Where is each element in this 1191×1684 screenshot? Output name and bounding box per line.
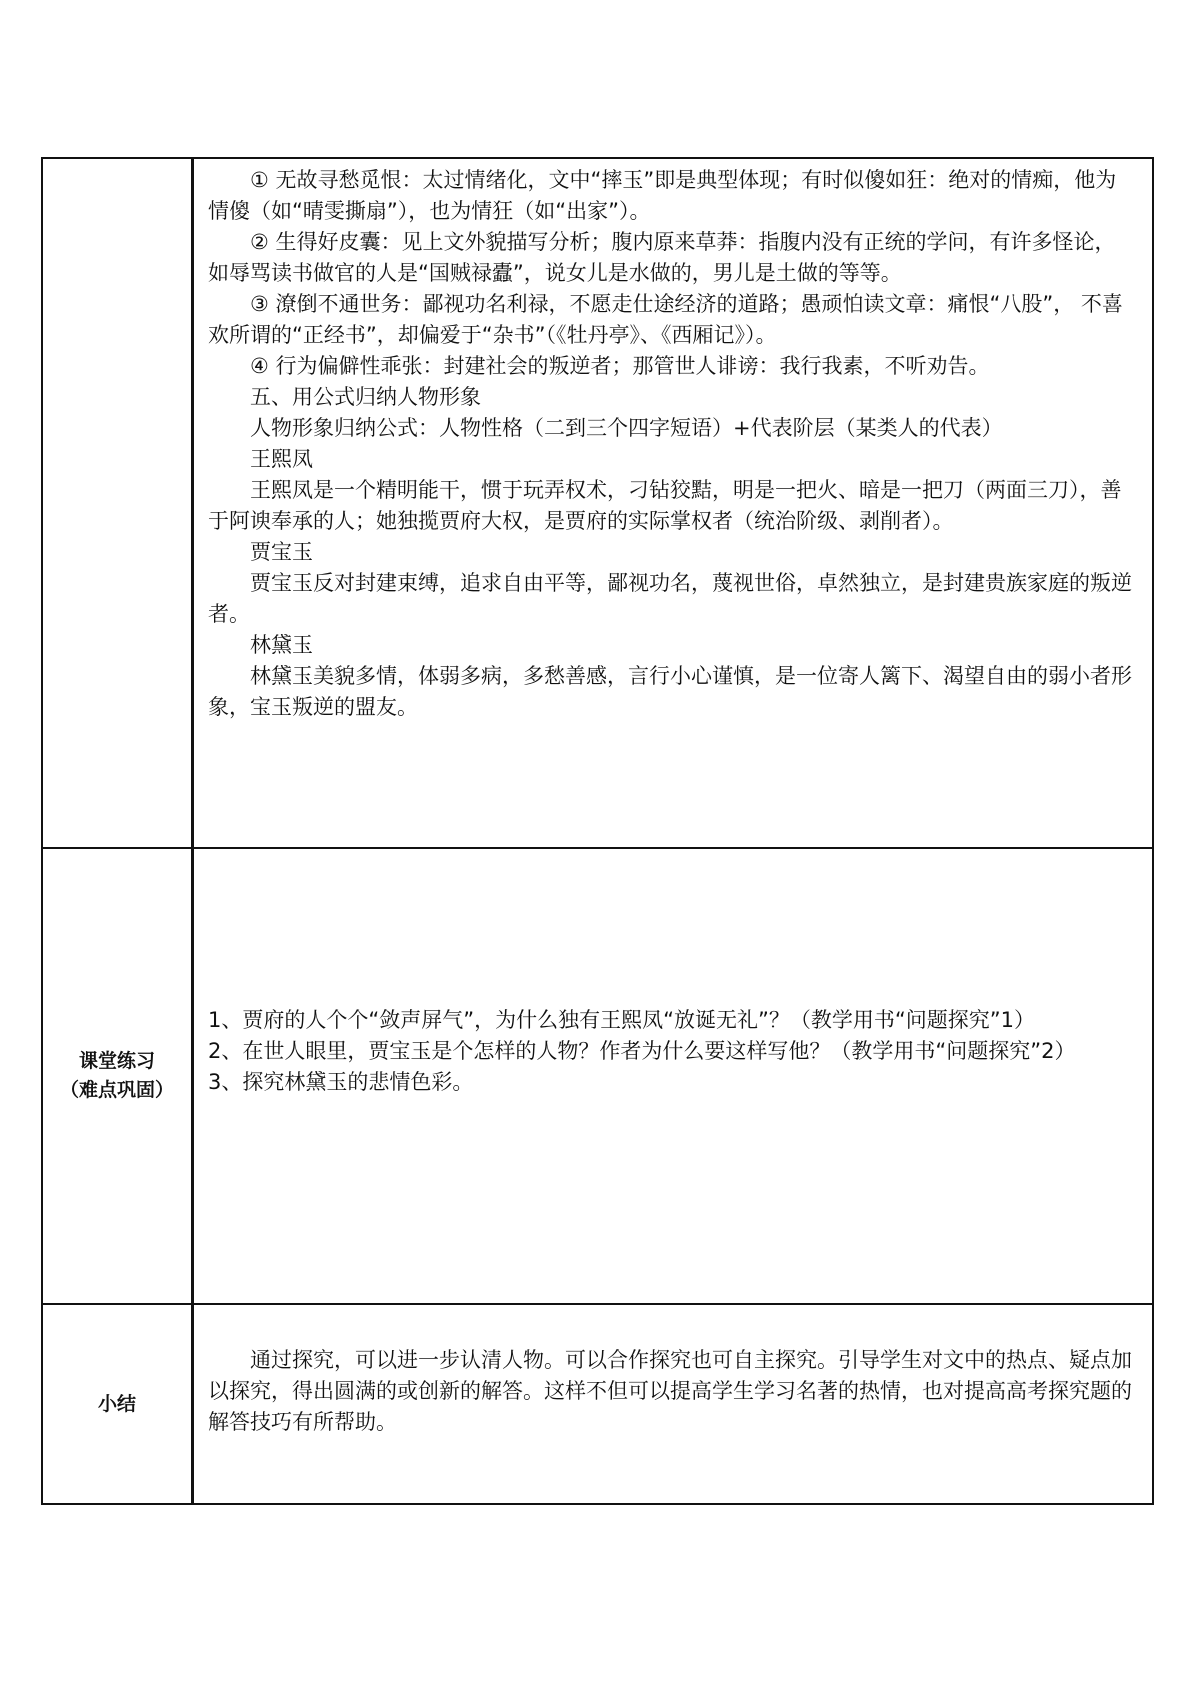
- practice-item-2: 2、在世人眼里，贾宝玉是个怎样的人物？作者为什么要这样写他？（教学用书“问题探究”2）: [208, 1039, 1076, 1063]
- character-desc-lin-daiyu: 林黛玉美貌多情，体弱多病，多愁善感，言行小心谨慎，是一位寄人篱下、渴望自由的弱小者形象，宝玉叛逆的盟友。: [208, 664, 1132, 719]
- character-name-wang-xifeng: 王熙凤: [250, 447, 313, 471]
- character-desc-wang-xifeng: 王熙凤是一个精明能干，惯于玩弄权术，刁钻狡黠，明是一把火、暗是一把刀（两面三刀），善于阿谀奉承的人；她独揽贾府大权，是贾府的实际掌权者（统治阶级、剥削者）。: [208, 478, 1122, 533]
- character-desc-jia-baoyu: 贾宝玉反对封建束缚，追求自由平等，鄙视功名，蔑视世俗，卓然独立，是封建贵族家庭的叛逆者。: [208, 571, 1132, 626]
- analysis-paragraph-1: ① 无故寻愁觅恨：太过情绪化，文中“摔玉”即是典型体现；有时似傻如狂：绝对的情痴，他为情傻（如“晴雯撕扇”），也为情狂（如“出家”）。: [208, 168, 1117, 223]
- table-row-character-analysis: [42, 158, 1153, 848]
- practice-item-1: 1、贾府的人个个“敛声屏气”，为什么独有王熙凤“放诞无礼”？（教学用书“问题探究”1）: [208, 1008, 1035, 1032]
- table-row-summary: [42, 1304, 1153, 1504]
- analysis-paragraph-4: ④ 行为偏僻性乖张：封建社会的叛逆者；那管世人诽谤：我行我素，不听劝告。: [250, 354, 990, 378]
- character-analysis-content: [193, 158, 1154, 848]
- summary-label-cell: [42, 1304, 193, 1504]
- summary-content: [193, 1304, 1154, 1504]
- table-row-practice: [42, 848, 1153, 1304]
- practice-label: 课堂练习: [78, 1050, 155, 1072]
- lesson-plan-table: [41, 157, 1154, 1505]
- practice-content: [193, 848, 1154, 1304]
- analysis-paragraph-2: ② 生得好皮囊：见上文外貌描写分析；腹内原来草莽：指腹内没有正统的学问，有许多怪论，如辱骂读书做官的人是“国贼禄蠹”，说女儿是水做的，男儿是土做的等等。: [208, 230, 1116, 285]
- character-name-jia-baoyu: 贾宝玉: [250, 540, 313, 564]
- section-heading-formula: 五、用公式归纳人物形象: [250, 385, 481, 409]
- empty-label-cell: [42, 158, 193, 848]
- practice-item-3: 3、探究林黛玉的悲情色彩。: [208, 1070, 474, 1094]
- summary-text: 通过探究，可以进一步认清人物。可以合作探究也可自主探究。引导学生对文中的热点、疑点加以探究，得出圆满的或创新的解答。这样不但可以提高学生学习名著的热情，也对提高高考探究题的解答技巧有所帮助。: [208, 1348, 1132, 1434]
- analysis-paragraph-3: ③ 潦倒不通世务：鄙视功名利禄，不愿走仕途经济的道路；愚顽怕读文章：痛恨“八股”， 不喜欢所谓的“正经书”，却偏爱于“杂书”（《牡丹亭》、《西厢记》）。: [208, 292, 1123, 347]
- summary-label: 小结: [97, 1392, 136, 1415]
- practice-label-cell: [42, 848, 193, 1304]
- practice-sublabel: （难点巩固）: [59, 1079, 174, 1101]
- formula-text: 人物形象归纳公式：人物性格（二到三个四字短语）+代表阶层（某类人的代表）: [250, 416, 1003, 440]
- character-name-lin-daiyu: 林黛玉: [250, 633, 313, 657]
